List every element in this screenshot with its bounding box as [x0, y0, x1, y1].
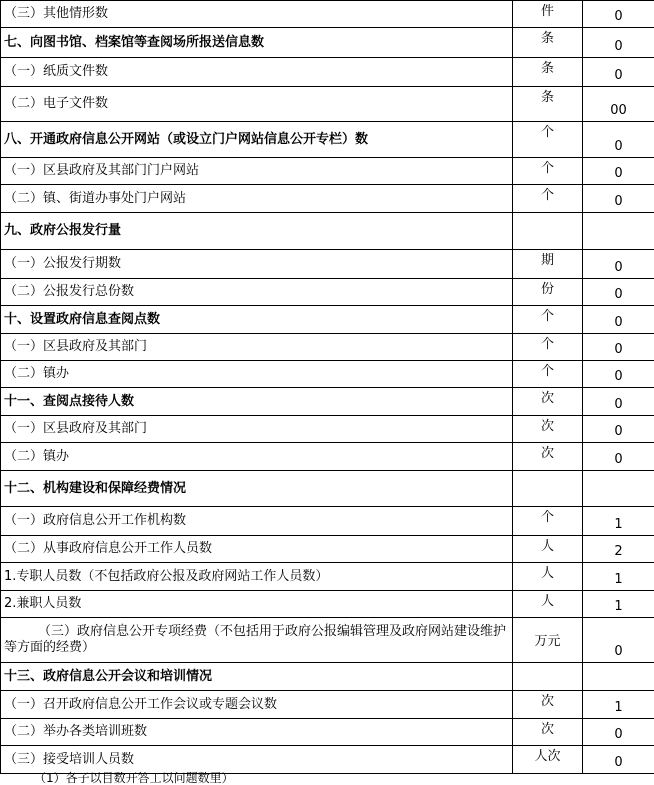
table-row	[1, 306, 654, 334]
table-row	[1, 746, 654, 774]
table-row	[1, 250, 654, 279]
item-label: （二）公报发行总份数	[1, 279, 513, 306]
unit-cell: 人	[513, 591, 583, 618]
unit-cell: 期	[513, 250, 583, 279]
table-row	[1, 691, 654, 719]
value-cell: 0	[583, 388, 654, 416]
table-row	[1, 279, 654, 306]
item-label: 十一、查阅点接待人数	[1, 388, 513, 416]
value-cell: 0	[583, 58, 654, 87]
item-label: （二）从事政府信息公开工作人员数	[1, 536, 513, 563]
value-cell	[583, 663, 654, 691]
value-cell	[583, 213, 654, 250]
table-row	[1, 388, 654, 416]
item-label: （三）政府信息公开专项经费（不包括用于政府公报编辑管理及政府网站建设维护等方面的经费）	[1, 618, 513, 663]
value-cell: 1	[583, 691, 654, 719]
value-cell: 1	[583, 563, 654, 591]
table-row	[1, 28, 654, 58]
value-cell: 0	[583, 1, 654, 28]
table-row	[1, 536, 654, 563]
item-label: （一）公报发行期数	[1, 250, 513, 279]
value-cell: 00	[583, 87, 654, 122]
table-row	[1, 719, 654, 746]
table-row	[1, 507, 654, 536]
footer-note: （1）各子以目数开答工以问题数里）	[34, 771, 234, 785]
value-cell: 0	[583, 361, 654, 388]
unit-cell	[513, 471, 583, 507]
unit-cell: 次	[513, 719, 583, 746]
unit-cell: 次	[513, 416, 583, 443]
value-cell: 0	[583, 443, 654, 471]
table-row	[1, 618, 654, 663]
unit-cell	[513, 213, 583, 250]
unit-cell: 万元	[513, 618, 583, 663]
table-row	[1, 213, 654, 250]
item-label: 十、设置政府信息查阅点数	[1, 306, 513, 334]
table-row	[1, 361, 654, 388]
item-label: 十三、政府信息公开会议和培训情况	[1, 663, 513, 691]
value-cell: 0	[583, 746, 654, 774]
item-label: （一）纸质文件数	[1, 58, 513, 87]
unit-cell: 条	[513, 28, 583, 58]
item-label: （二）镇办	[1, 361, 513, 388]
value-cell: 0	[583, 28, 654, 58]
value-cell: 0	[583, 306, 654, 334]
value-cell: 1	[583, 591, 654, 618]
unit-cell: 个	[513, 158, 583, 185]
value-cell: 0	[583, 719, 654, 746]
unit-cell	[513, 663, 583, 691]
unit-cell: 人	[513, 536, 583, 563]
table-row	[1, 58, 654, 87]
item-label: （一）政府信息公开工作机构数	[1, 507, 513, 536]
table-row	[1, 563, 654, 591]
unit-cell: 个	[513, 185, 583, 213]
item-label: （二）电子文件数	[1, 87, 513, 122]
value-cell: 0	[583, 618, 654, 663]
value-cell: 0	[583, 158, 654, 185]
item-label: 2.兼职人员数	[1, 591, 513, 618]
value-cell: 0	[583, 416, 654, 443]
table-row	[1, 185, 654, 213]
unit-cell: 个	[513, 306, 583, 334]
unit-cell: 条	[513, 87, 583, 122]
unit-cell: 个	[513, 507, 583, 536]
item-label: （二）镇办	[1, 443, 513, 471]
table-row	[1, 87, 654, 122]
unit-cell: 人	[513, 563, 583, 591]
table-row	[1, 1, 654, 28]
item-label: （一）区县政府及其部门	[1, 334, 513, 361]
value-cell: 2	[583, 536, 654, 563]
value-cell: 0	[583, 250, 654, 279]
unit-cell: 次	[513, 388, 583, 416]
unit-cell: 件	[513, 1, 583, 28]
item-label: （一）区县政府及其部门	[1, 416, 513, 443]
unit-cell: 次	[513, 443, 583, 471]
item-label: 七、向图书馆、档案馆等查阅场所报送信息数	[1, 28, 513, 58]
item-label: （一）区县政府及其部门门户网站	[1, 158, 513, 185]
table-row	[1, 334, 654, 361]
item-label: 八、开通政府信息公开网站（或设立门户网站信息公开专栏）数	[1, 122, 513, 158]
table-row	[1, 443, 654, 471]
item-label: 九、政府公报发行量	[1, 213, 513, 250]
item-label: （三）其他情形数	[1, 1, 513, 28]
table-row	[1, 416, 654, 443]
item-label: （一）召开政府信息公开工作会议或专题会议数	[1, 691, 513, 719]
unit-cell: 人次	[513, 746, 583, 774]
value-cell: 0	[583, 185, 654, 213]
table-row	[1, 471, 654, 507]
item-label: （二）举办各类培训班数	[1, 719, 513, 746]
value-cell: 0	[583, 279, 654, 306]
unit-cell: 条	[513, 58, 583, 87]
value-cell	[583, 471, 654, 507]
unit-cell: 个	[513, 334, 583, 361]
value-cell: 0	[583, 122, 654, 158]
unit-cell: 次	[513, 691, 583, 719]
table-row	[1, 663, 654, 691]
table-row	[1, 122, 654, 158]
value-cell: 0	[583, 334, 654, 361]
unit-cell: 个	[513, 361, 583, 388]
item-label: 1.专职人员数（不包括政府公报及政府网站工作人员数）	[1, 563, 513, 591]
value-cell: 1	[583, 507, 654, 536]
item-label: （三）接受培训人员数	[1, 746, 513, 774]
unit-cell: 份	[513, 279, 583, 306]
table-row	[1, 591, 654, 618]
table-row	[1, 158, 654, 185]
item-label: 十二、机构建设和保障经费情况	[1, 471, 513, 507]
item-label: （二）镇、街道办事处门户网站	[1, 185, 513, 213]
statistics-table-body	[1, 1, 654, 774]
unit-cell: 个	[513, 122, 583, 158]
